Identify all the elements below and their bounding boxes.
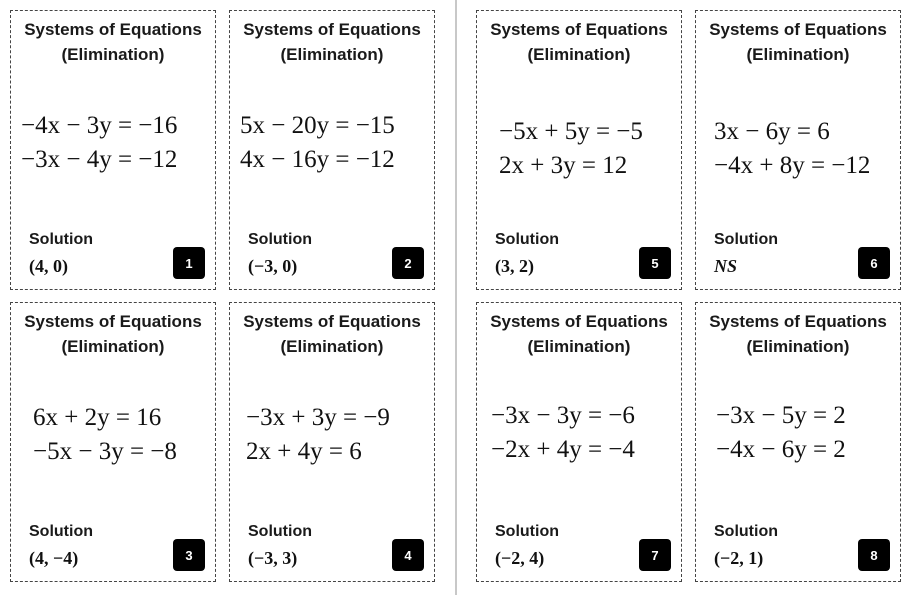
card-number-badge: 5 <box>639 247 671 279</box>
card-number-badge: 7 <box>639 539 671 571</box>
equation-system <box>246 401 430 469</box>
card-title-line2: (Elimination) <box>746 337 850 356</box>
card-title <box>11 309 215 359</box>
equation-1: −4x − 3y = −16 <box>21 112 178 139</box>
card-title <box>477 309 681 359</box>
solution-label: Solution <box>248 523 312 540</box>
equation-1: −5x + 5y = −5 <box>499 118 643 145</box>
equation-system <box>491 399 677 467</box>
solution-label: Solution <box>248 231 312 248</box>
equation-1: 3x − 6y = 6 <box>714 118 830 145</box>
equation-2: 2x + 4y = 6 <box>246 438 362 465</box>
card-3 <box>10 302 216 582</box>
solution-value: (−2, 4) <box>495 548 545 568</box>
solution-label: Solution <box>714 523 778 540</box>
card-title-line2: (Elimination) <box>61 337 165 356</box>
equation-2: −4x + 8y = −12 <box>714 152 871 179</box>
equation-system <box>21 109 211 177</box>
card-title-line1: Systems of Equations <box>24 20 202 39</box>
card-8 <box>695 302 901 582</box>
card-title-line1: Systems of Equations <box>243 312 421 331</box>
card-title <box>696 309 900 359</box>
card-2 <box>229 10 435 290</box>
card-number-badge: 2 <box>392 247 424 279</box>
card-title-line1: Systems of Equations <box>490 312 668 331</box>
equation-2: −4x − 6y = 2 <box>716 436 846 463</box>
card-title <box>696 17 900 67</box>
card-title-line1: Systems of Equations <box>24 312 202 331</box>
page-divider <box>455 0 457 595</box>
card-title <box>230 309 434 359</box>
equation-2: 4x − 16y = −12 <box>240 146 395 173</box>
card-title-line2: (Elimination) <box>527 45 631 64</box>
card-4 <box>229 302 435 582</box>
solution-value: (4, 0) <box>29 256 68 276</box>
equation-2: 2x + 3y = 12 <box>499 152 628 179</box>
card-7 <box>476 302 682 582</box>
equation-system <box>240 109 430 177</box>
card-title-line1: Systems of Equations <box>243 20 421 39</box>
card-title-line1: Systems of Equations <box>490 20 668 39</box>
card-title-line1: Systems of Equations <box>709 20 887 39</box>
equation-system <box>714 115 896 183</box>
card-6 <box>695 10 901 290</box>
solution-label: Solution <box>29 231 93 248</box>
solution-label: Solution <box>714 231 778 248</box>
equation-1: −3x − 3y = −6 <box>491 402 635 429</box>
card-number-badge: 8 <box>858 539 890 571</box>
equation-system <box>716 399 896 467</box>
equation-2: −5x − 3y = −8 <box>33 438 177 465</box>
card-title-line2: (Elimination) <box>280 337 384 356</box>
solution-value: (−3, 0) <box>248 256 298 276</box>
card-title-line2: (Elimination) <box>61 45 165 64</box>
solution-label: Solution <box>495 523 559 540</box>
equation-2: −2x + 4y = −4 <box>491 436 635 463</box>
card-title-line2: (Elimination) <box>527 337 631 356</box>
equation-2: −3x − 4y = −12 <box>21 146 178 173</box>
equation-1: −3x − 5y = 2 <box>716 402 846 429</box>
card-1 <box>10 10 216 290</box>
card-number-badge: 6 <box>858 247 890 279</box>
card-title-line1: Systems of Equations <box>709 312 887 331</box>
solution-value: NS <box>714 256 738 276</box>
equation-1: 5x − 20y = −15 <box>240 112 395 139</box>
card-title-line2: (Elimination) <box>746 45 850 64</box>
solution-label: Solution <box>495 231 559 248</box>
card-title-line2: (Elimination) <box>280 45 384 64</box>
solution-value: (−3, 3) <box>248 548 298 568</box>
card-number-badge: 4 <box>392 539 424 571</box>
card-title <box>11 17 215 67</box>
card-number-badge: 3 <box>173 539 205 571</box>
equation-1: 6x + 2y = 16 <box>33 404 162 431</box>
card-number-badge: 1 <box>173 247 205 279</box>
equation-system <box>499 115 677 183</box>
equation-system <box>33 401 211 469</box>
equation-1: −3x + 3y = −9 <box>246 404 390 431</box>
card-5 <box>476 10 682 290</box>
solution-label: Solution <box>29 523 93 540</box>
card-title <box>477 17 681 67</box>
solution-value: (−2, 1) <box>714 548 764 568</box>
solution-value: (3, 2) <box>495 256 534 276</box>
card-title <box>230 17 434 67</box>
solution-value: (4, −4) <box>29 548 79 568</box>
